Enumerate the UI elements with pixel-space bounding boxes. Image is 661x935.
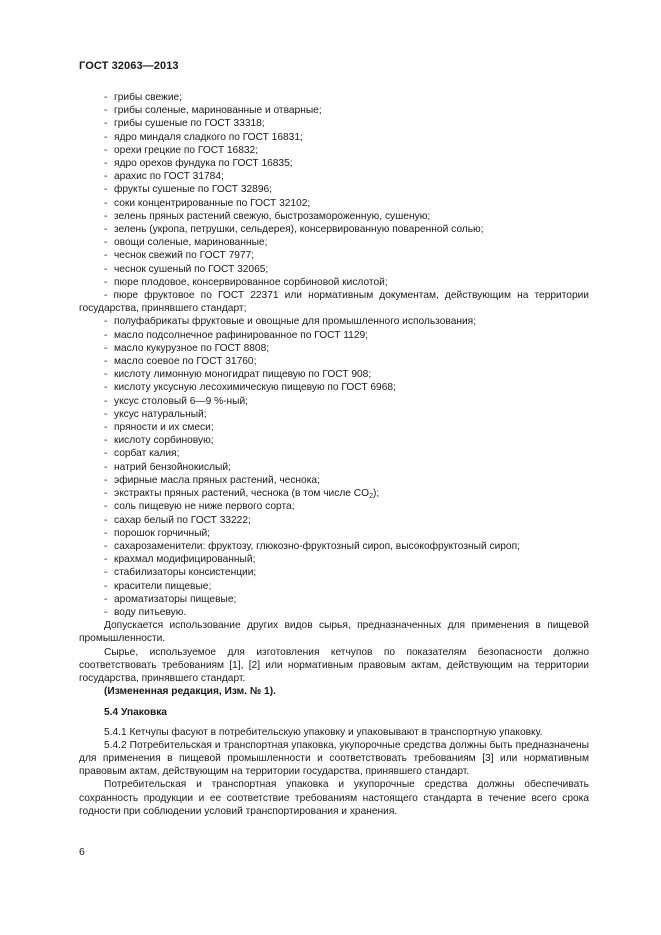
list-item <box>79 368 589 381</box>
list-dash: - <box>104 250 108 262</box>
ingredient-list-3 <box>79 500 589 619</box>
list-item-text: фрукты сушеные по ГОСТ 32896; <box>114 184 272 196</box>
list-item <box>79 540 589 553</box>
list-dash: - <box>104 131 108 143</box>
list-item <box>79 408 589 421</box>
list-dash: - <box>104 118 108 130</box>
list-item <box>79 183 589 196</box>
list-item <box>79 566 589 579</box>
list-item-extracts <box>79 487 589 500</box>
list-item <box>79 461 589 474</box>
list-item <box>79 197 589 210</box>
list-dash: - <box>104 369 108 381</box>
list-item-puree <box>79 289 589 315</box>
paragraph-other-raw-materials: Допускается использование других видов сырья, предназначенных для применения в пищевой промышленности. <box>79 620 589 645</box>
list-dash: - <box>104 461 108 473</box>
list-item <box>79 527 589 540</box>
list-item <box>79 421 589 434</box>
list-dash: - <box>104 316 108 328</box>
list-item <box>79 395 589 408</box>
page-number: 6 <box>79 846 85 858</box>
list-dash: - <box>104 224 108 236</box>
list-item-text: зелень (укропа, петрушки, сельдерея), консервированную поваренной солью; <box>114 224 484 236</box>
list-item <box>79 447 589 460</box>
list-dash: - <box>104 488 108 500</box>
list-item-text: сахарозаменители: фруктозу, глюкозно-фруктозный сироп, высокофруктозный сироп; <box>114 540 520 552</box>
list-dash: - <box>104 408 108 420</box>
list-dash: - <box>104 422 108 434</box>
list-item <box>79 144 589 157</box>
list-item-text: порошок горчичный; <box>114 527 211 539</box>
list-dash: - <box>104 290 108 302</box>
list-item-text: красители пищевые; <box>114 580 212 592</box>
list-item <box>79 236 589 249</box>
list-item <box>79 210 589 223</box>
ingredient-list <box>79 91 589 289</box>
co2-subscript: 2 <box>369 493 373 501</box>
list-dash: - <box>104 184 108 196</box>
list-item-text-end: ); <box>372 488 380 500</box>
list-dash: - <box>104 593 108 605</box>
list-item <box>79 580 589 593</box>
list-item-text: грибы свежие; <box>114 92 183 103</box>
list-item <box>79 342 589 355</box>
list-dash: - <box>104 237 108 249</box>
list-dash: - <box>104 171 108 183</box>
list-item-text: экстракты пряных растений, чеснока (в том числе CO <box>114 488 370 500</box>
list-item-text: чеснок сушеный по ГОСТ 32065; <box>114 263 269 275</box>
list-item-text: уксус натуральный; <box>114 408 207 420</box>
list-dash: - <box>104 342 108 354</box>
list-item <box>79 381 589 394</box>
list-item-text: стабилизаторы консистенции; <box>114 567 257 579</box>
list-item <box>79 315 589 328</box>
list-item-text: пюре фруктовое по ГОСТ 22371 или нормативным документам, действующим на территории государства, принявшего стандарт; <box>79 290 590 315</box>
list-item <box>79 117 589 130</box>
list-item <box>79 500 589 513</box>
list-dash: - <box>104 144 108 156</box>
list-item-text: пюре плодовое, консервированное сорбиновой кислотой; <box>114 276 388 288</box>
list-dash: - <box>104 263 108 275</box>
list-item <box>79 553 589 566</box>
list-item-text: овощи соленые, маринованные; <box>114 237 268 249</box>
paragraph-5-4-2: 5.4.2 Потребительская и транспортная упаковка, укупорочные средства должны быть предназначены для применения в пищевой промышленности и соответствовать требованиям [3] или нормативным правовым актам, действующим на территории государства, принявшего стандарт. <box>79 739 589 778</box>
paragraph-packaging-preservation: Потребительская и транспортная упаковка и укупорочные средства должны обеспечивать сохранность продукции и ее соответствие требованиям настоящего стандарта в течение всего срока годности при соблюдении условий транспортирования и хранения. <box>79 779 589 817</box>
list-dash: - <box>104 514 108 526</box>
list-item-text: воду питьевую. <box>114 606 187 618</box>
list-dash: - <box>104 356 108 368</box>
list-item <box>79 606 589 619</box>
list-dash: - <box>104 606 108 618</box>
list-item-text: соки концентрированные по ГОСТ 32102; <box>114 197 311 209</box>
list-item-text: чеснок свежий по ГОСТ 7977; <box>114 250 255 262</box>
list-dash: - <box>104 382 108 394</box>
list-item <box>79 276 589 289</box>
list-item <box>79 131 589 144</box>
list-item-text: масло кукурузное по ГОСТ 8808; <box>114 342 270 354</box>
list-dash: - <box>104 395 108 407</box>
list-item-text: кислоту сорбиновую; <box>114 435 214 447</box>
list-item <box>79 104 589 117</box>
list-item <box>79 263 589 276</box>
list-dash: - <box>104 580 108 592</box>
list-item-text: натрий бензойнокислый; <box>114 461 231 473</box>
list-item-text: сахар белый по ГОСТ 33222; <box>114 514 251 526</box>
list-item <box>79 91 589 104</box>
list-item-text: уксус столовый 6—9 %-ный; <box>114 395 248 407</box>
list-item-text: крахмал модифицированный; <box>114 554 256 566</box>
list-item-text: сорбат калия; <box>114 448 180 460</box>
list-dash: - <box>104 92 108 103</box>
list-item-text: пряности и их смеси; <box>114 422 214 434</box>
list-item-text: кислоту лимонную моногидрат пищевую по ГОСТ 908; <box>114 369 372 381</box>
list-item <box>79 249 589 262</box>
list-dash: - <box>104 210 108 222</box>
paragraph-safety-requirements: Сырье, используемое для изготовления кетчупов по показателям безопасности должно соответствовать требованиям [1], [2] или нормативным правовым актам, действующим на территории государства, принявшего стандарт. <box>79 646 589 684</box>
list-item-text: орехи грецкие по ГОСТ 16832; <box>114 144 259 156</box>
list-item-text: кислоту уксусную лесохимическую пищевую по ГОСТ 6968; <box>114 382 396 394</box>
page-body <box>79 91 589 818</box>
list-item <box>79 355 589 368</box>
list-item <box>79 329 589 342</box>
list-item <box>79 474 589 487</box>
ingredient-list-2 <box>79 315 589 487</box>
amendment-note: (Измененная редакция, Изм. № 1). <box>104 686 276 698</box>
list-item <box>79 157 589 170</box>
list-item-text: полуфабрикаты фруктовые и овощные для промышленного использования; <box>114 316 477 328</box>
list-dash: - <box>104 435 108 447</box>
list-item-text: ядро орехов фундука по ГОСТ 16835; <box>114 158 293 170</box>
list-item <box>79 514 589 527</box>
list-dash: - <box>104 158 108 170</box>
list-item <box>79 170 589 183</box>
list-dash: - <box>104 501 108 513</box>
section-title-packaging: 5.4 Упаковка <box>104 707 167 719</box>
list-dash: - <box>104 540 108 552</box>
list-item-text: масло подсолнечное рафинированное по ГОСТ 1129; <box>114 329 368 341</box>
list-item <box>79 223 589 236</box>
document-code: ГОСТ 32063—2013 <box>79 60 179 72</box>
list-item <box>79 593 589 606</box>
list-dash: - <box>104 276 108 288</box>
list-item-text: ароматизаторы пищевые; <box>114 593 237 605</box>
list-item-text: ядро миндаля сладкого по ГОСТ 16831; <box>114 131 303 143</box>
list-item-text: эфирные масла пряных растений, чеснока; <box>114 474 320 486</box>
list-item-text: грибы соленые, маринованные и отварные; <box>114 105 322 117</box>
list-dash: - <box>104 527 108 539</box>
list-dash: - <box>104 197 108 209</box>
list-item-text: масло соевое по ГОСТ 31760; <box>114 356 257 368</box>
list-dash: - <box>104 567 108 579</box>
list-item-text: грибы сушеные по ГОСТ 33318; <box>114 118 265 130</box>
list-dash: - <box>104 474 108 486</box>
list-item-text: зелень пряных растений свежую, быстрозамороженную, сушеную; <box>114 210 431 222</box>
paragraph-5-4-1: 5.4.1 Кетчупы фасуют в потребительскую упаковку и упаковывают в транспортную упаковку. <box>104 726 543 738</box>
list-dash: - <box>104 329 108 341</box>
list-item-text: соль пищевую не ниже первого сорта; <box>114 501 295 513</box>
list-item-text: арахис по ГОСТ 31784; <box>114 171 224 183</box>
list-dash: - <box>104 448 108 460</box>
list-item <box>79 434 589 447</box>
list-dash: - <box>104 105 108 117</box>
list-dash: - <box>104 554 108 566</box>
